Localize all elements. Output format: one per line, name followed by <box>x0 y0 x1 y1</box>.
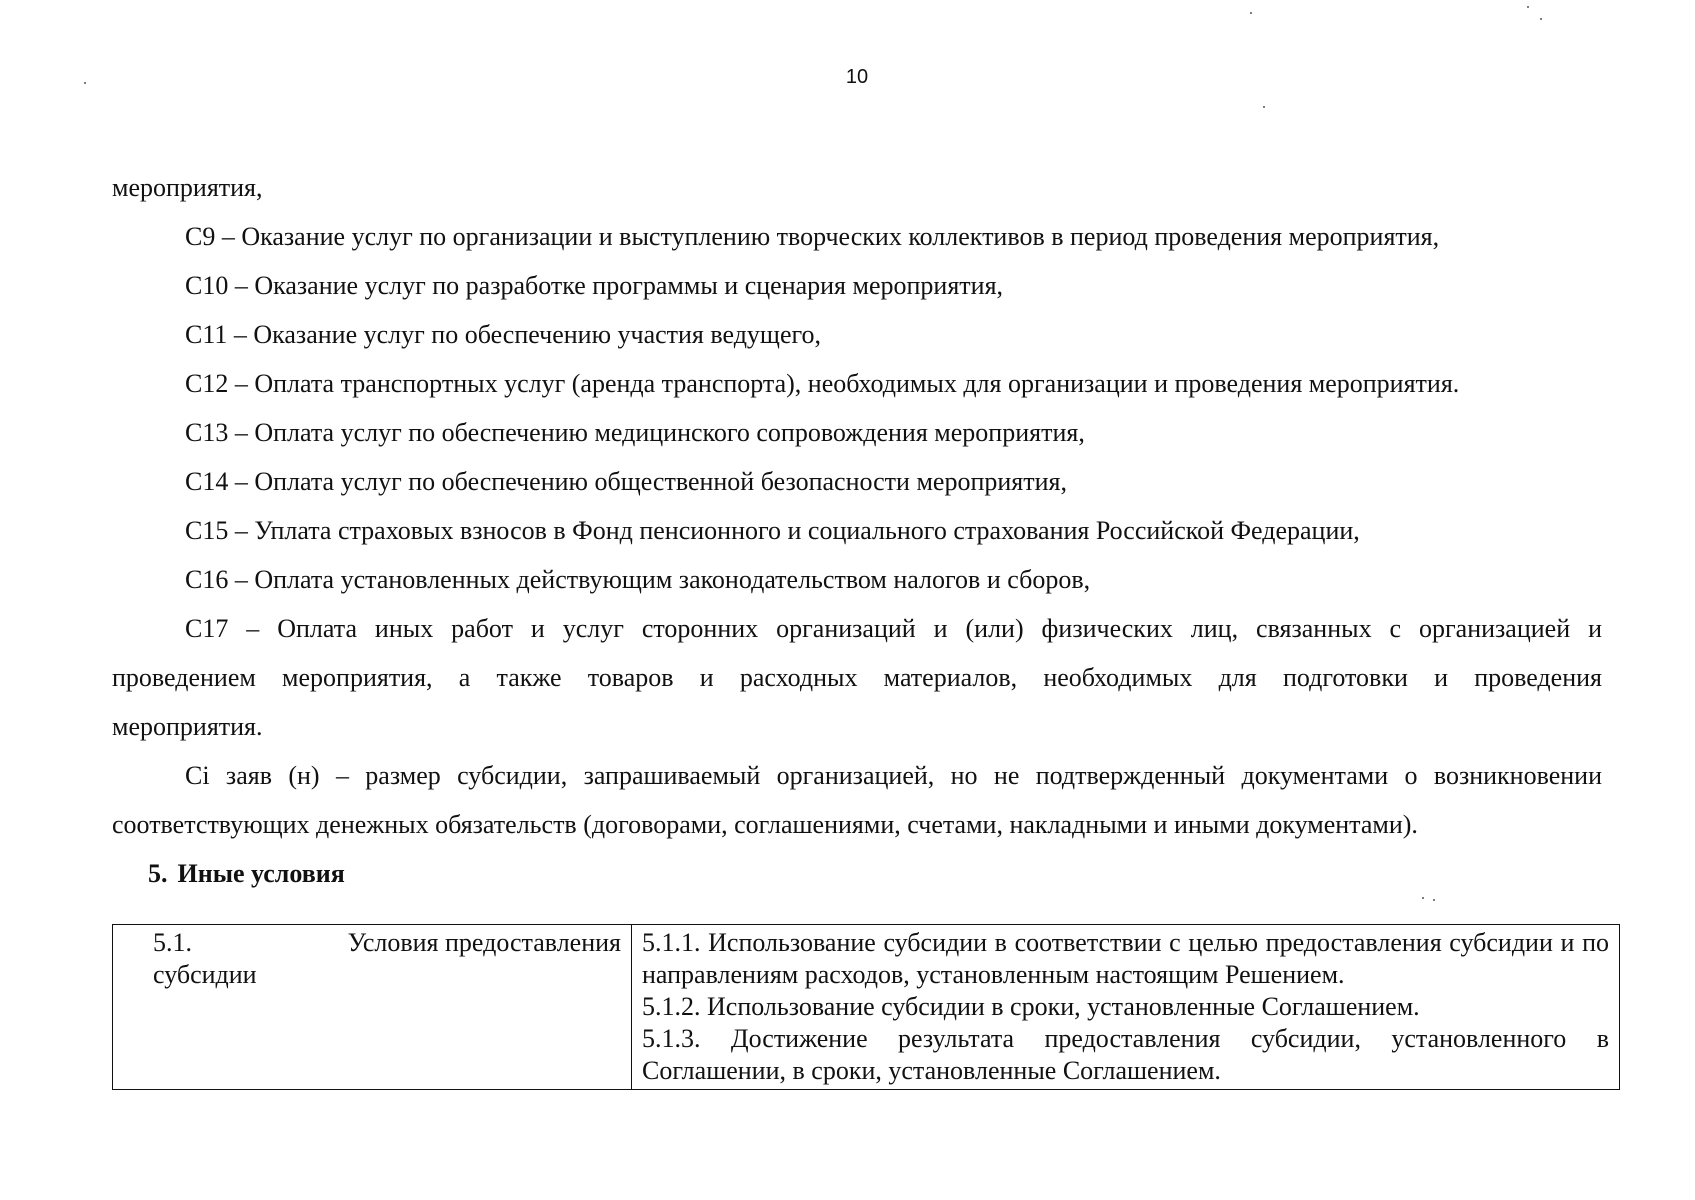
table-row <box>113 925 1620 1090</box>
scan-speck <box>1527 6 1529 8</box>
paragraph-c14: С14 – Оплата услуг по обеспечению общественной безопасности мероприятия, <box>185 467 1067 496</box>
paragraph-c10: С10 – Оказание услуг по разработке программы и сценария мероприятия, <box>185 271 1004 300</box>
condition-item-5-1-2: 5.1.2. Использование субсидии в сроки, установленные Соглашением. <box>642 992 1420 1021</box>
paragraph-c15: С15 – Уплата страховых взносов в Фонд пенсионного и социального страхования Российской Федерации, <box>185 516 1360 545</box>
condition-item-5-1-3: 5.1.3. Достижение результата предоставления субсидии, установленного в Соглашении, в сроки, установленные Соглашением. <box>642 1024 1609 1085</box>
paragraph-c13: С13 – Оплата услуг по обеспечению медицинского сопровождения мероприятия, <box>185 418 1085 447</box>
scan-speck <box>1250 12 1252 14</box>
paragraph-c16: С16 – Оплата установленных действующим законодательством налогов и сборов, <box>185 565 1091 594</box>
scan-speck <box>1263 106 1265 108</box>
section-title-text: Иные условия <box>177 859 345 888</box>
condition-title-line <box>153 927 621 959</box>
page-number: 10 <box>845 66 869 88</box>
condition-number: 5.1. <box>153 928 192 957</box>
document-body <box>112 163 1602 849</box>
scan-speck <box>1540 18 1542 20</box>
paragraph-c9: С9 – Оказание услуг по организации и выступлению творческих коллективов в период проведения мероприятия, <box>185 222 1440 251</box>
paragraph-c17-line1: С17 – Оплата иных работ и услуг сторонних организаций и (или) физических лиц, связанных с организацией и <box>185 614 1602 643</box>
scan-speck <box>1422 897 1424 899</box>
paragraph-c11: С11 – Оказание услуг по обеспечению участия ведущего, <box>185 320 822 349</box>
paragraph-ci-line1: Сi заяв (н) – размер субсидии, запрашиваемый организацией, но не подтвержденный документами о возникновении <box>185 761 1602 790</box>
paragraph-continuation: мероприятия, <box>112 173 263 202</box>
section-heading <box>148 856 345 892</box>
section-number: 5. <box>148 859 168 888</box>
condition-items-cell <box>632 925 1620 1090</box>
paragraph-c12: С12 – Оплата транспортных услуг (аренда транспорта), необходимых для организации и проведения мероприятия. <box>185 369 1460 398</box>
paragraph-c17-line2: проведением мероприятия, а также товаров и расходных материалов, необходимых для подготовки и проведения <box>112 663 1602 692</box>
paragraph-ci-line2: соответствующих денежных обязательств (договорами, соглашениями, счетами, накладными и иными документами). <box>112 810 1418 839</box>
paragraph-c17-line3: мероприятия. <box>112 712 263 741</box>
condition-label-cell <box>113 925 632 1090</box>
condition-item-5-1-1: 5.1.1. Использование субсидии в соответствии с целью предоставления субсидии и по направлениям расходов, установленным настоящим Решением. <box>642 928 1609 989</box>
condition-title: Условия предоставления <box>347 928 621 957</box>
conditions-table <box>112 924 1620 1090</box>
condition-title-continuation: субсидии <box>153 960 257 989</box>
scan-speck <box>1433 899 1435 901</box>
